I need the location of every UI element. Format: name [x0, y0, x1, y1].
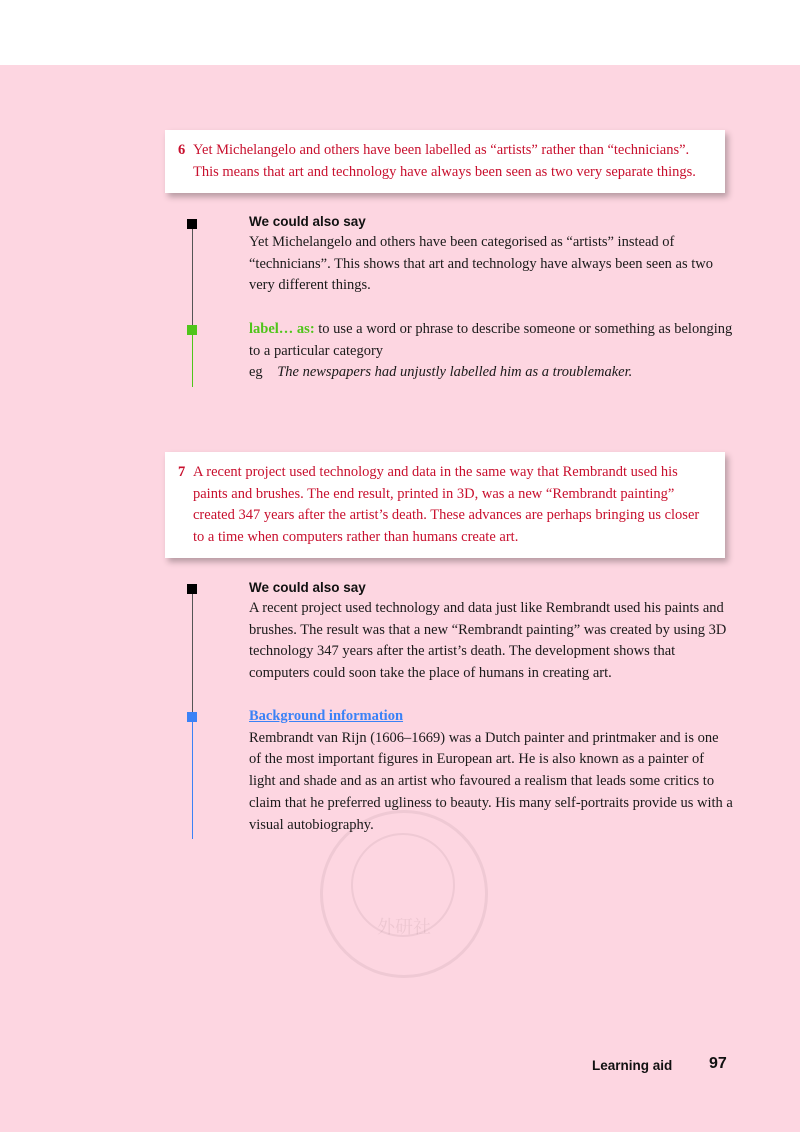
square-marker-green	[187, 325, 197, 335]
eg-example: The newspapers had unjustly labelled him as a troublemaker.	[277, 364, 633, 381]
quote-text: Yet Michelangelo and others have been labelled as “artists” rather than “technicians”. This means that art and technology have always been seen as two very separate things.	[193, 142, 696, 180]
page-number: 97	[709, 1055, 727, 1072]
quote-text: A recent project used technology and data in the same way that Rembrandt used his paints and brushes. The end result, printed in 3D, was a new “Rembrandt painting” created 347 years after the artist’s death. These advances are perhaps bringing us closer to a time when computers rather than humans create art.	[193, 464, 700, 545]
quote-box-6	[165, 130, 725, 193]
also-say-label: We could also say	[249, 214, 366, 229]
background-info	[249, 706, 734, 836]
also-say-text: A recent project used technology and data just like Rembrandt used his paints and brushes. The result was that a new “Rembrandt painting” was created by using 3D technology 347 years after the artist’s death. The development shows that computers could soon take the place of humans in creating art.	[249, 600, 727, 682]
quote-number: 7	[178, 464, 186, 480]
quote-number: 6	[178, 142, 186, 158]
also-say-label: We could also say	[249, 580, 366, 595]
timeline-line-blue	[192, 717, 193, 839]
vocab-definition: to use a word or phrase to describe someone or something as belonging to a particular category	[249, 321, 733, 359]
background-text: Rembrandt van Rijn (1606–1669) was a Dutch painter and printmaker and is one of the most important figures in European art. He is also known as a painter of light and shade and as an artist who favoured a realism that leads some critics to claim that he preferred ugliness to beauty. His many self-portraits provide us with a visual autobiography.	[249, 729, 733, 833]
vocab-term: label… as:	[249, 321, 315, 337]
quote-box-7	[165, 452, 725, 558]
timeline-line	[192, 590, 193, 717]
background-title: Background information	[249, 708, 404, 724]
timeline-line	[192, 224, 193, 329]
timeline-line-green	[192, 330, 193, 387]
eg-label: eg	[249, 364, 263, 381]
square-marker-black	[187, 219, 197, 229]
vocab-entry	[249, 319, 734, 384]
seal-text: 外研社	[377, 917, 431, 938]
footer-section-label: Learning aid	[592, 1058, 673, 1073]
also-say-text: Yet Michelangelo and others have been categorised as “artists” instead of “technicians”. This shows that art and technology have always been seen as two very different things.	[249, 234, 713, 294]
square-marker-black	[187, 584, 197, 594]
square-marker-blue	[187, 712, 197, 722]
